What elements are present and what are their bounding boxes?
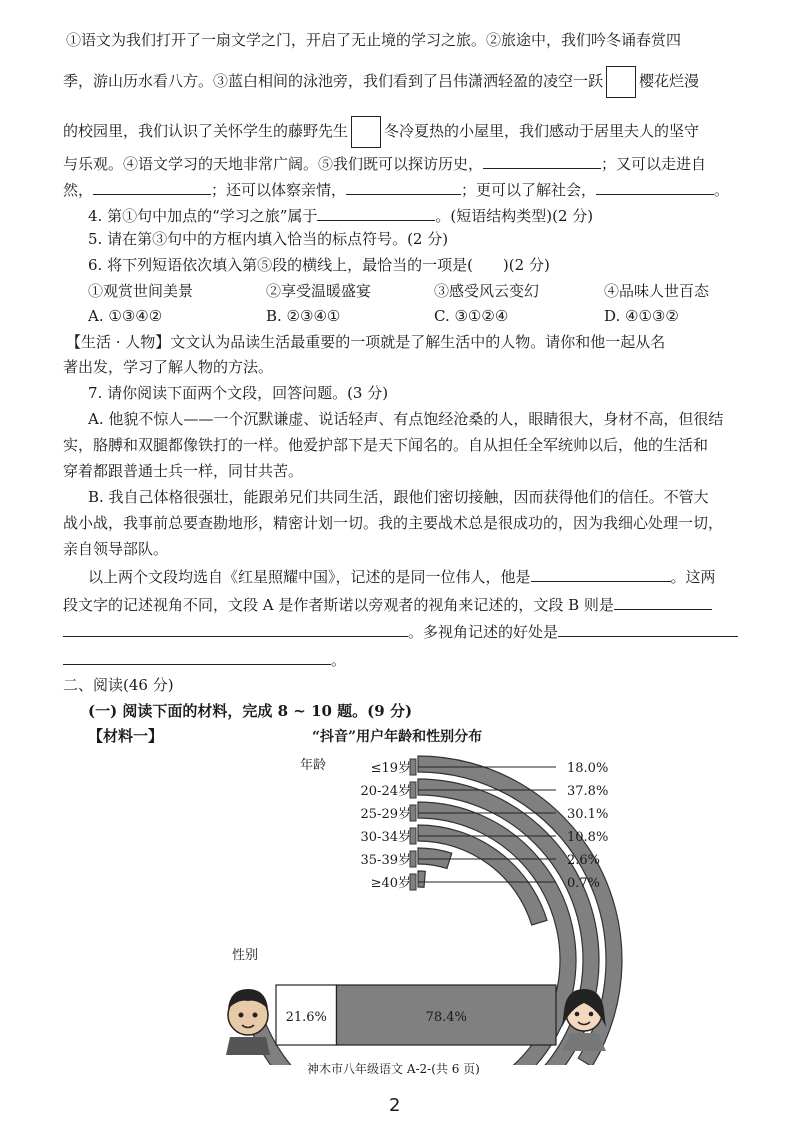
question-6-choices — [88, 306, 679, 326]
punctuation-box-1[interactable] — [606, 66, 636, 98]
age-value-3: 10.8% — [567, 830, 609, 845]
q7-passage-b-1: B. 我自己体格很强壮，能跟弟兄们共同生活，跟他们密切接触，因而获得他们的信任。不管大 — [88, 488, 709, 506]
life-section-line-1: 【生活 · 人物】文文认为品读生活最重要的一项就是了解生活中的人物。请你和他一起从名 — [66, 333, 666, 351]
q7-conclusion-3 — [63, 620, 738, 642]
answer-blank-nature[interactable] — [93, 178, 211, 195]
question-6: 6. 将下列短语依次填入第⑤段的横线上，最恰当的一项是( )(2 分) — [88, 256, 550, 274]
answer-blank-family[interactable] — [346, 178, 461, 195]
option-phrase-1: ①观赏世间美景 — [88, 282, 194, 300]
age-label-4: 35-39岁 — [360, 853, 411, 868]
material-1-label: 【材料一】 — [88, 727, 164, 745]
q7-conclusion-1 — [88, 565, 716, 587]
section-2-title: 二、阅读(46 分) — [63, 676, 174, 694]
answer-blank-history[interactable] — [483, 152, 601, 169]
girl-eye-right-icon — [589, 1012, 594, 1017]
q7-conclusion-2 — [63, 593, 712, 615]
section-2-subtitle: (一) 阅读下面的材料，完成 8 ~ 10 题。(9 分) — [88, 702, 413, 720]
boy-body-icon — [226, 1037, 270, 1055]
age-label-2: 25-29岁 — [360, 807, 411, 822]
passage-line-5 — [63, 178, 729, 200]
passage-text-3b: 冬冷夏热的小屋里，我们感动于居里夫人的坚守 — [384, 122, 700, 140]
passage-text-5b: ；还可以体察亲情， — [211, 181, 347, 199]
girl-eye-left-icon — [575, 1012, 580, 1017]
answer-blank-perspective-cont[interactable] — [63, 620, 408, 637]
passage-text-4a: 与乐观。④语文学习的天地非常广阔。⑤我们既可以探访历史， — [63, 155, 484, 173]
age-gender-chart — [0, 745, 794, 1065]
choice-a[interactable]: A. ①③④② — [88, 307, 163, 325]
page-footer: 神木市八年级语文 A-2-(共 6 页) — [307, 1062, 480, 1076]
answer-blank-perspective[interactable] — [614, 593, 712, 610]
choice-d[interactable]: D. ④①③② — [604, 307, 679, 325]
answer-blank-q4[interactable] — [317, 204, 435, 221]
passage-text-5d: 。 — [714, 181, 730, 199]
q7-passage-a-3: 穿着都跟普通士兵一样，同甘共苦。 — [63, 462, 304, 480]
age-value-4: 2.6% — [567, 853, 601, 868]
gender-value-male: 21.6% — [285, 1010, 327, 1025]
passage-line-1 — [66, 30, 681, 50]
answer-blank-benefit-cont[interactable] — [63, 648, 331, 665]
passage-line-3 — [63, 116, 699, 148]
passage-text-5c: ；更可以了解社会， — [461, 181, 597, 199]
gender-axis-label: 性别 — [232, 948, 259, 963]
age-value-1: 37.8% — [567, 784, 609, 799]
boy-eye-left-icon — [239, 1013, 244, 1018]
q7-passage-a-1: A. 他貌不惊人——一个沉默谦虚、说话轻声、有点饱经沧桑的人，眼睛很大，身材不高，但很结 — [88, 410, 724, 428]
passage-text-5a: 然， — [63, 181, 94, 199]
question-7: 7. 请你阅读下面两个文段，回答问题。(3 分) — [88, 384, 389, 402]
answer-blank-person[interactable] — [531, 565, 671, 582]
passage-text-4b: ；又可以走进自 — [601, 155, 707, 173]
q7-conclusion-4 — [63, 648, 346, 670]
q7-conclusion-3-text: 。多视角记述的好处是 — [408, 623, 559, 641]
age-value-5: 0.7% — [567, 876, 601, 891]
option-phrase-2: ②享受温暖盛宴 — [266, 282, 372, 300]
choice-b[interactable]: B. ②③④① — [266, 307, 341, 325]
answer-blank-benefit[interactable] — [558, 620, 738, 637]
age-value-2: 30.1% — [567, 807, 609, 822]
punctuation-box-2[interactable] — [351, 116, 381, 148]
age-arc-3 — [418, 825, 547, 925]
answer-blank-society[interactable] — [596, 178, 714, 195]
passage-line-4 — [63, 152, 706, 174]
q7-conclusion-1-tail: 。这两 — [670, 568, 716, 586]
age-axis-label: 年龄 — [300, 758, 327, 773]
question-5: 5. 请在第③句中的方框内填入恰当的标点符号。(2 分) — [88, 230, 449, 248]
q7-conclusion-4-tail: 。 — [331, 651, 347, 669]
age-arc-5 — [418, 871, 425, 887]
chart-title: “抖音”用户年龄和性别分布 — [312, 729, 483, 745]
option-phrase-4: ④品味人世百态 — [604, 282, 710, 300]
age-label-3: 30-34岁 — [360, 830, 411, 845]
age-label-5: ≥40岁 — [370, 876, 411, 891]
boy-eye-right-icon — [253, 1013, 258, 1018]
age-arc-4 — [418, 848, 452, 868]
question-4-tail: 。(短语结构类型)(2 分) — [435, 207, 594, 225]
q7-passage-a-2: 实，胳膊和双腿都像铁打的一样。他爱护部下是天下闻名的。自从担任全军统帅以后，他的生活和 — [63, 436, 709, 454]
passage-text-2b: 樱花烂漫 — [639, 72, 700, 90]
life-section-line-2: 著出发，学习了解人物的方法。 — [63, 358, 274, 376]
age-label-1: 20-24岁 — [360, 784, 411, 799]
q7-passage-b-3: 亲自领导部队。 — [63, 540, 169, 558]
question-4 — [88, 204, 593, 226]
q7-conclusion-1-text: 以上两个文段均选自《红星照耀中国》，记述的是同一位伟人，他是 — [88, 568, 531, 586]
q7-passage-b-2: 战小战，我事前总要查勘地形，精密计划一切。我的主要战术总是很成功的，因为我细心处理一切， — [63, 514, 724, 532]
question-6-options — [88, 281, 709, 301]
passage-text-3a: 的校园里，我们认识了关怀学生的藤野先生 — [63, 122, 349, 140]
question-4-text: 4. 第①句中加点的“学习之旅”属于 — [88, 207, 318, 225]
choice-c[interactable]: C. ③①②④ — [434, 307, 509, 325]
page-number: 2 — [389, 1095, 401, 1116]
passage-line-2 — [63, 66, 699, 98]
age-label-0: ≤19岁 — [370, 761, 411, 776]
passage-text-2a: 季，游山历水看八方。③蓝白相间的泳池旁，我们看到了吕伟潇洒轻盈的凌空一跃 — [63, 72, 604, 90]
option-phrase-3: ③感受风云变幻 — [434, 282, 540, 300]
gender-value-female: 78.4% — [425, 1010, 467, 1025]
age-value-0: 18.0% — [567, 761, 609, 776]
q7-conclusion-2-text: 段文字的记述视角不同，文段 A 是作者斯诺以旁观者的视角来记述的，文段 B 则是 — [63, 596, 614, 614]
passage-text-1: ①语文为我们打开了一扇文学之门，开启了无止境的学习之旅。②旅途中，我们吟冬诵春赏四 — [66, 31, 682, 49]
